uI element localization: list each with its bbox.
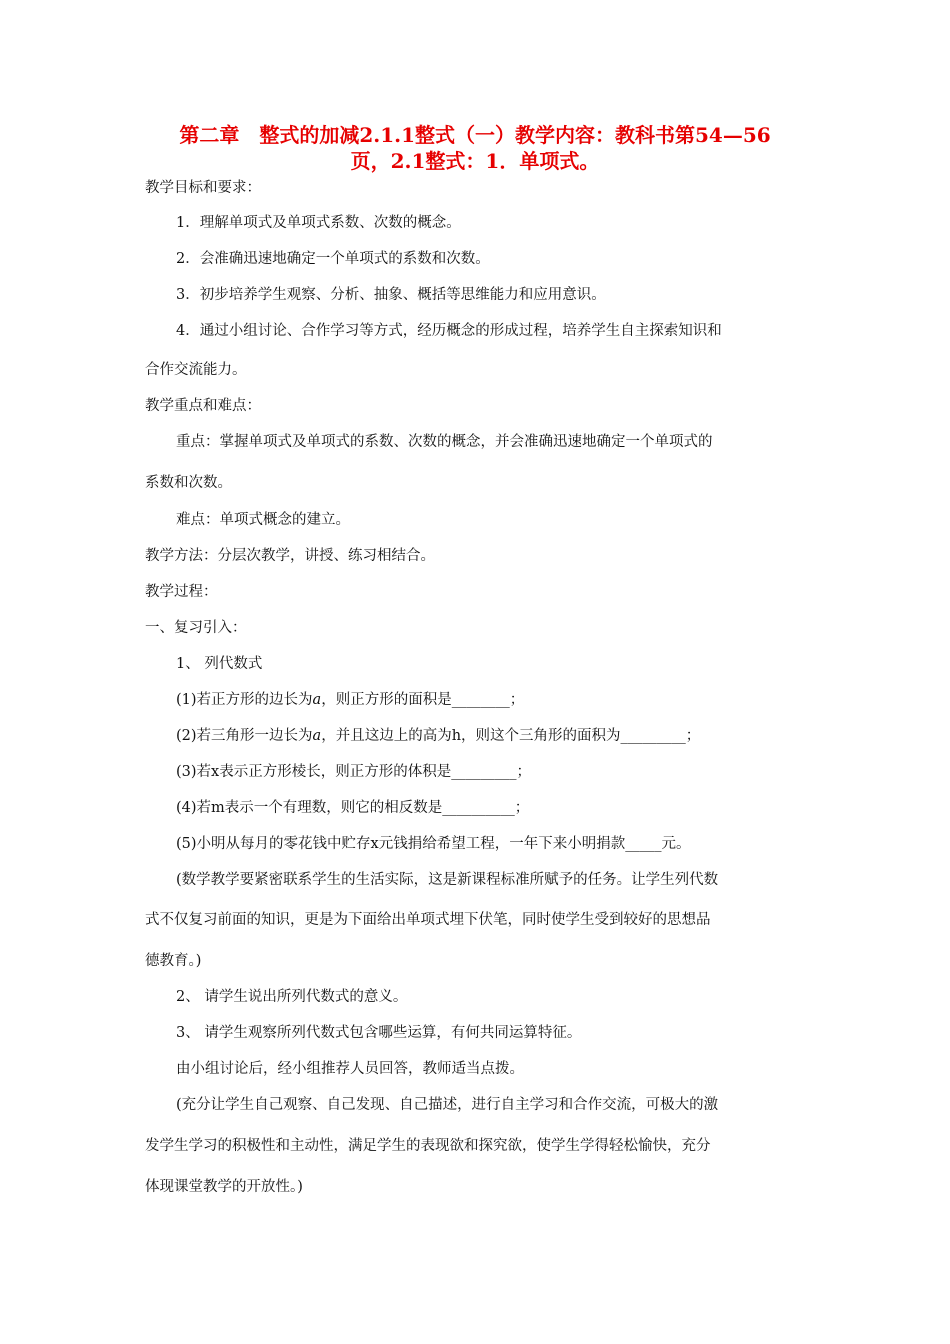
question-3: (3)若x表示正方形棱长，则正方形的体积是_________；	[176, 764, 531, 780]
keypoints-heading: 教学重点和难点：	[145, 398, 261, 414]
question-1	[176, 690, 810, 710]
question-1-var: a	[312, 692, 322, 708]
objective-item-4-line-2: 合作交流能力。	[145, 362, 247, 378]
note-2-line-1: (充分让学生自己观察、自己发现、自己描述，进行自主学习和合作交流，可极大的激	[176, 1097, 719, 1113]
note-2-line-3: 体现课堂教学的开放性。)	[145, 1179, 303, 1195]
title-line-1: 第二章 整式的加减2.1.1整式（一）教学内容：教科书第54—56	[179, 123, 771, 147]
question-1-post: ，则正方形的面积是________；	[321, 692, 525, 708]
objectives-heading: 教学目标和要求：	[145, 180, 261, 196]
difficulty-point: 难点：单项式概念的建立。	[176, 512, 350, 528]
step-3: 3、 请学生观察所列代数式包含哪些运算，有何共同运算特征。	[176, 1025, 582, 1041]
question-2-pre: (2)若三角形一边长为	[176, 728, 313, 744]
key-point-line-1: 重点：掌握单项式及单项式的系数、次数的概念，并会准确迅速地确定一个单项式的	[176, 434, 713, 450]
question-2-post: ，并且这边上的高为h，则这个三角形的面积为_________；	[321, 728, 701, 744]
section-1-heading: 一、复习引入：	[145, 620, 247, 636]
document-title	[130, 122, 820, 174]
teaching-method: 教学方法：分层次教学，讲授、练习相结合。	[145, 548, 435, 564]
question-2	[176, 726, 810, 746]
note-1-line-3: 德教育。)	[145, 953, 202, 969]
key-point-line-2: 系数和次数。	[145, 475, 232, 491]
objective-item-3: 3．初步培养学生观察、分析、抽象、概括等思维能力和应用意识。	[176, 287, 606, 303]
objective-item-4-line-1: 4．通过小组讨论、合作学习等方式，经历概念的形成过程，培养学生自主探索知识和	[176, 323, 722, 339]
question-4: (4)若m表示一个有理数，则它的相反数是__________；	[176, 800, 530, 816]
process-heading: 教学过程：	[145, 584, 218, 600]
question-5: (5)小明从每月的零花钱中贮存x元钱捐给希望工程，一年下来小明捐款_____元。	[176, 836, 691, 852]
group-discussion: 由小组讨论后，经小组推荐人员回答，教师适当点拨。	[176, 1061, 524, 1077]
objective-item-2: 2．会准确迅速地确定一个单项式的系数和次数。	[176, 251, 490, 267]
question-2-var: a	[312, 728, 322, 744]
question-1-pre: (1)若正方形的边长为	[176, 692, 313, 708]
title-line-2: 页，2.1整式：1．单项式。	[350, 149, 600, 173]
note-2-line-2: 发学生学习的积极性和主动性，满足学生的表现欲和探究欲，使学生学得轻松愉快，充分	[145, 1138, 711, 1154]
step-1: 1、 列代数式	[176, 656, 263, 672]
note-1-line-1: (数学教学要紧密联系学生的生活实际，这是新课程标准所赋予的任务。让学生列代数	[176, 872, 719, 888]
step-2: 2、 请学生说出所列代数式的意义。	[176, 989, 408, 1005]
objective-item-1: 1．理解单项式及单项式系数、次数的概念。	[176, 215, 461, 231]
note-1-line-2: 式不仅复习前面的知识，更是为下面给出单项式埋下伏笔，同时使学生受到较好的思想品	[145, 912, 711, 928]
